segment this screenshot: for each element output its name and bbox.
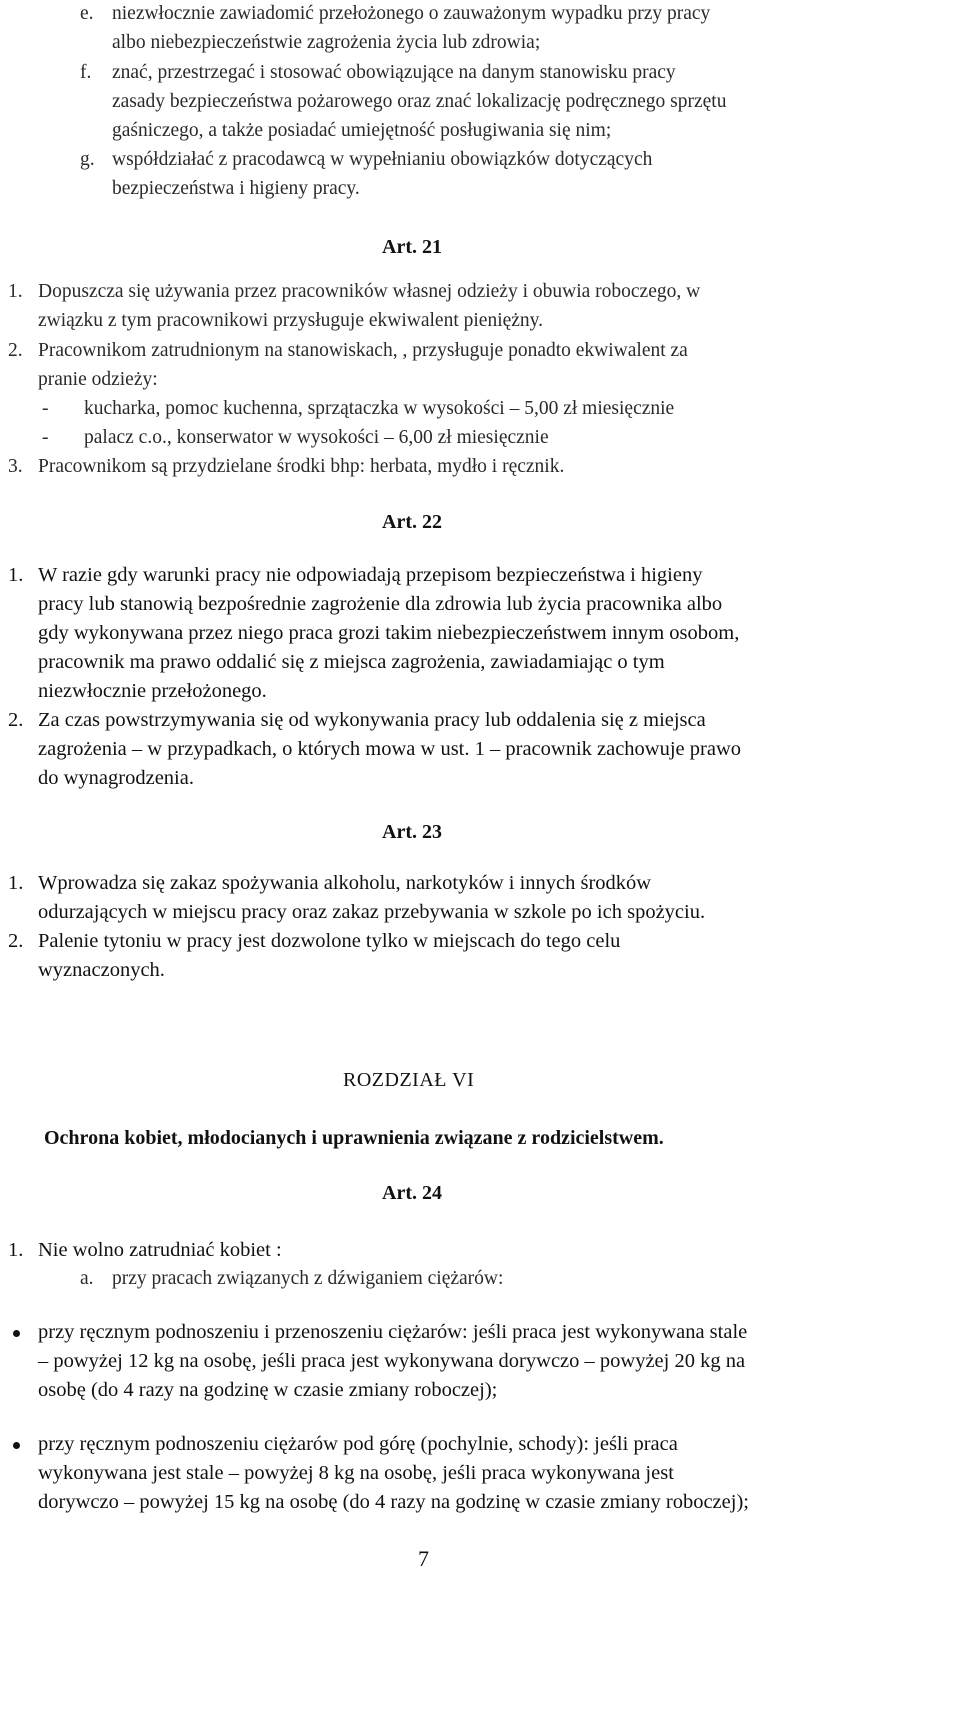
list-item-f-line-3: gaśniczego, a także posiadać umiejętność posługiwania się nim; xyxy=(112,120,612,141)
art-21-p1-line-1: Dopuszcza się używania przez pracowników własnej odzieży i obuwia roboczego, w xyxy=(38,281,701,302)
art-24-sub-a-label: a. xyxy=(80,1268,94,1289)
chapter-subtitle: Ochrona kobiet, młodocianych i uprawnienia związane z rodzicielstwem. xyxy=(44,1127,664,1149)
art-22-p2-line-1: Za czas powstrzymywania się od wykonywania pracy lub oddalenia się z miejsca xyxy=(38,709,706,731)
art-24-p1-label: 1. xyxy=(8,1239,24,1261)
art-23-p1-label: 1. xyxy=(8,872,24,894)
list-item-e-line-2: albo niebezpieczeństwie zagrożenia życia lub zdrowia; xyxy=(112,32,541,53)
dash-marker-1: - xyxy=(42,398,49,419)
art-21-heading: Art. 21 xyxy=(382,236,442,258)
art-21-p3-text: Pracownikom są przydzielane środki bhp: herbata, mydło i ręcznik. xyxy=(38,456,565,477)
list-label-e: e. xyxy=(80,3,94,24)
list-item-f-line-2: zasady bezpieczeństwa pożarowego oraz znać lokalizację podręcznego sprzętu xyxy=(112,91,727,112)
bullet-marker-1 xyxy=(13,1330,20,1337)
bullet-2-line-3: dorywczo – powyżej 15 kg na osobę (do 4 razy na godzinę w czasie zmiany roboczej); xyxy=(38,1491,749,1513)
chapter-heading: ROZDZIAŁ VI xyxy=(343,1069,475,1091)
art-23-p1-line-2: odurzających w miejscu pracy oraz zakaz przebywania w szkole po ich spożyciu. xyxy=(38,901,706,923)
bullet-1-line-1: przy ręcznym podnoszeniu i przenoszeniu ciężarów: jeśli praca jest wykonywana stale xyxy=(38,1321,748,1343)
art-23-p1-line-1: Wprowadza się zakaz spożywania alkoholu, narkotyków i innych środków xyxy=(38,872,652,894)
art-22-p1-line-5: niezwłocznie przełożonego. xyxy=(38,680,267,702)
art-22-heading: Art. 22 xyxy=(382,511,442,533)
bullet-2-line-1: przy ręcznym podnoszeniu ciężarów pod górę (pochylnie, schody): jeśli praca xyxy=(38,1433,678,1455)
art-21-p2-label: 2. xyxy=(8,340,23,361)
art-22-p1-line-4: pracownik ma prawo oddalić się z miejsca zagrożenia, zawiadamiając o tym xyxy=(38,651,665,673)
art-22-p2-line-2: zagrożenia – w przypadkach, o których mowa w ust. 1 – pracownik zachowuje prawo xyxy=(38,738,742,760)
page-number: 7 xyxy=(418,1546,429,1571)
art-21-p2-line-2: pranie odzieży: xyxy=(38,369,158,390)
art-23-heading: Art. 23 xyxy=(382,821,442,843)
bullet-marker-2 xyxy=(13,1442,20,1449)
art-21-p1-label: 1. xyxy=(8,281,23,302)
art-24-heading: Art. 24 xyxy=(382,1182,442,1204)
list-label-g: g. xyxy=(80,149,95,170)
art-24-p1-text: Nie wolno zatrudniać kobiet : xyxy=(38,1239,282,1261)
list-label-f: f. xyxy=(80,62,92,83)
art-22-p2-label: 2. xyxy=(8,709,24,731)
bullet-1-line-2: – powyżej 12 kg na osobę, jeśli praca jest wykonywana dorywczo – powyżej 20 kg na xyxy=(38,1350,746,1372)
allowance-item-2: palacz c.o., konserwator w wysokości – 6,00 zł miesięcznie xyxy=(84,427,549,448)
art-23-p2-line-1: Palenie tytoniu w pracy jest dozwolone tylko w miejscach do tego celu xyxy=(38,930,621,952)
list-item-f-line-1: znać, przestrzegać i stosować obowiązujące na danym stanowisku pracy xyxy=(112,62,676,83)
list-item-e-line-1: niezwłocznie zawiadomić przełożonego o zauważonym wypadku przy pracy xyxy=(112,3,711,24)
art-21-p2-line-1: Pracownikom zatrudnionym na stanowiskach, , przysługuje ponadto ekwiwalent za xyxy=(38,340,688,361)
list-item-g-line-1: współdziałać z pracodawcą w wypełnianiu obowiązków dotyczących xyxy=(112,149,653,170)
bullet-2-line-2: wykonywana jest stale – powyżej 8 kg na osobę, jeśli praca wykonywana jest xyxy=(38,1462,674,1484)
art-23-p2-line-2: wyznaczonych. xyxy=(38,959,165,981)
bullet-1-line-3: osobę (do 4 razy na godzinę w czasie zmiany roboczej); xyxy=(38,1379,498,1401)
art-23-p2-label: 2. xyxy=(8,930,24,952)
art-21-p3-label: 3. xyxy=(8,456,23,477)
art-22-p1-label: 1. xyxy=(8,564,24,586)
art-22-p1-line-1: W razie gdy warunki pracy nie odpowiadają przepisom bezpieczeństwa i higieny xyxy=(38,564,703,586)
art-21-p1-line-2: związku z tym pracownikowi przysługuje ekwiwalent pieniężny. xyxy=(38,310,544,331)
art-22-p1-line-2: pracy lub stanowią bezpośrednie zagrożenie dla zdrowia lub życia pracownika albo xyxy=(38,593,723,615)
dash-marker-2: - xyxy=(42,427,49,448)
allowance-item-1: kucharka, pomoc kuchenna, sprzątaczka w wysokości – 5,00 zł miesięcznie xyxy=(84,398,675,419)
art-22-p1-line-3: gdy wykonywana przez niego praca grozi takim niebezpieczeństwem innym osobom, xyxy=(38,622,740,644)
list-item-g-line-2: bezpieczeństwa i higieny pracy. xyxy=(112,178,360,199)
art-22-p2-line-3: do wynagrodzenia. xyxy=(38,767,194,789)
art-24-sub-a-text: przy pracach związanych z dźwiganiem ciężarów: xyxy=(112,1268,504,1289)
